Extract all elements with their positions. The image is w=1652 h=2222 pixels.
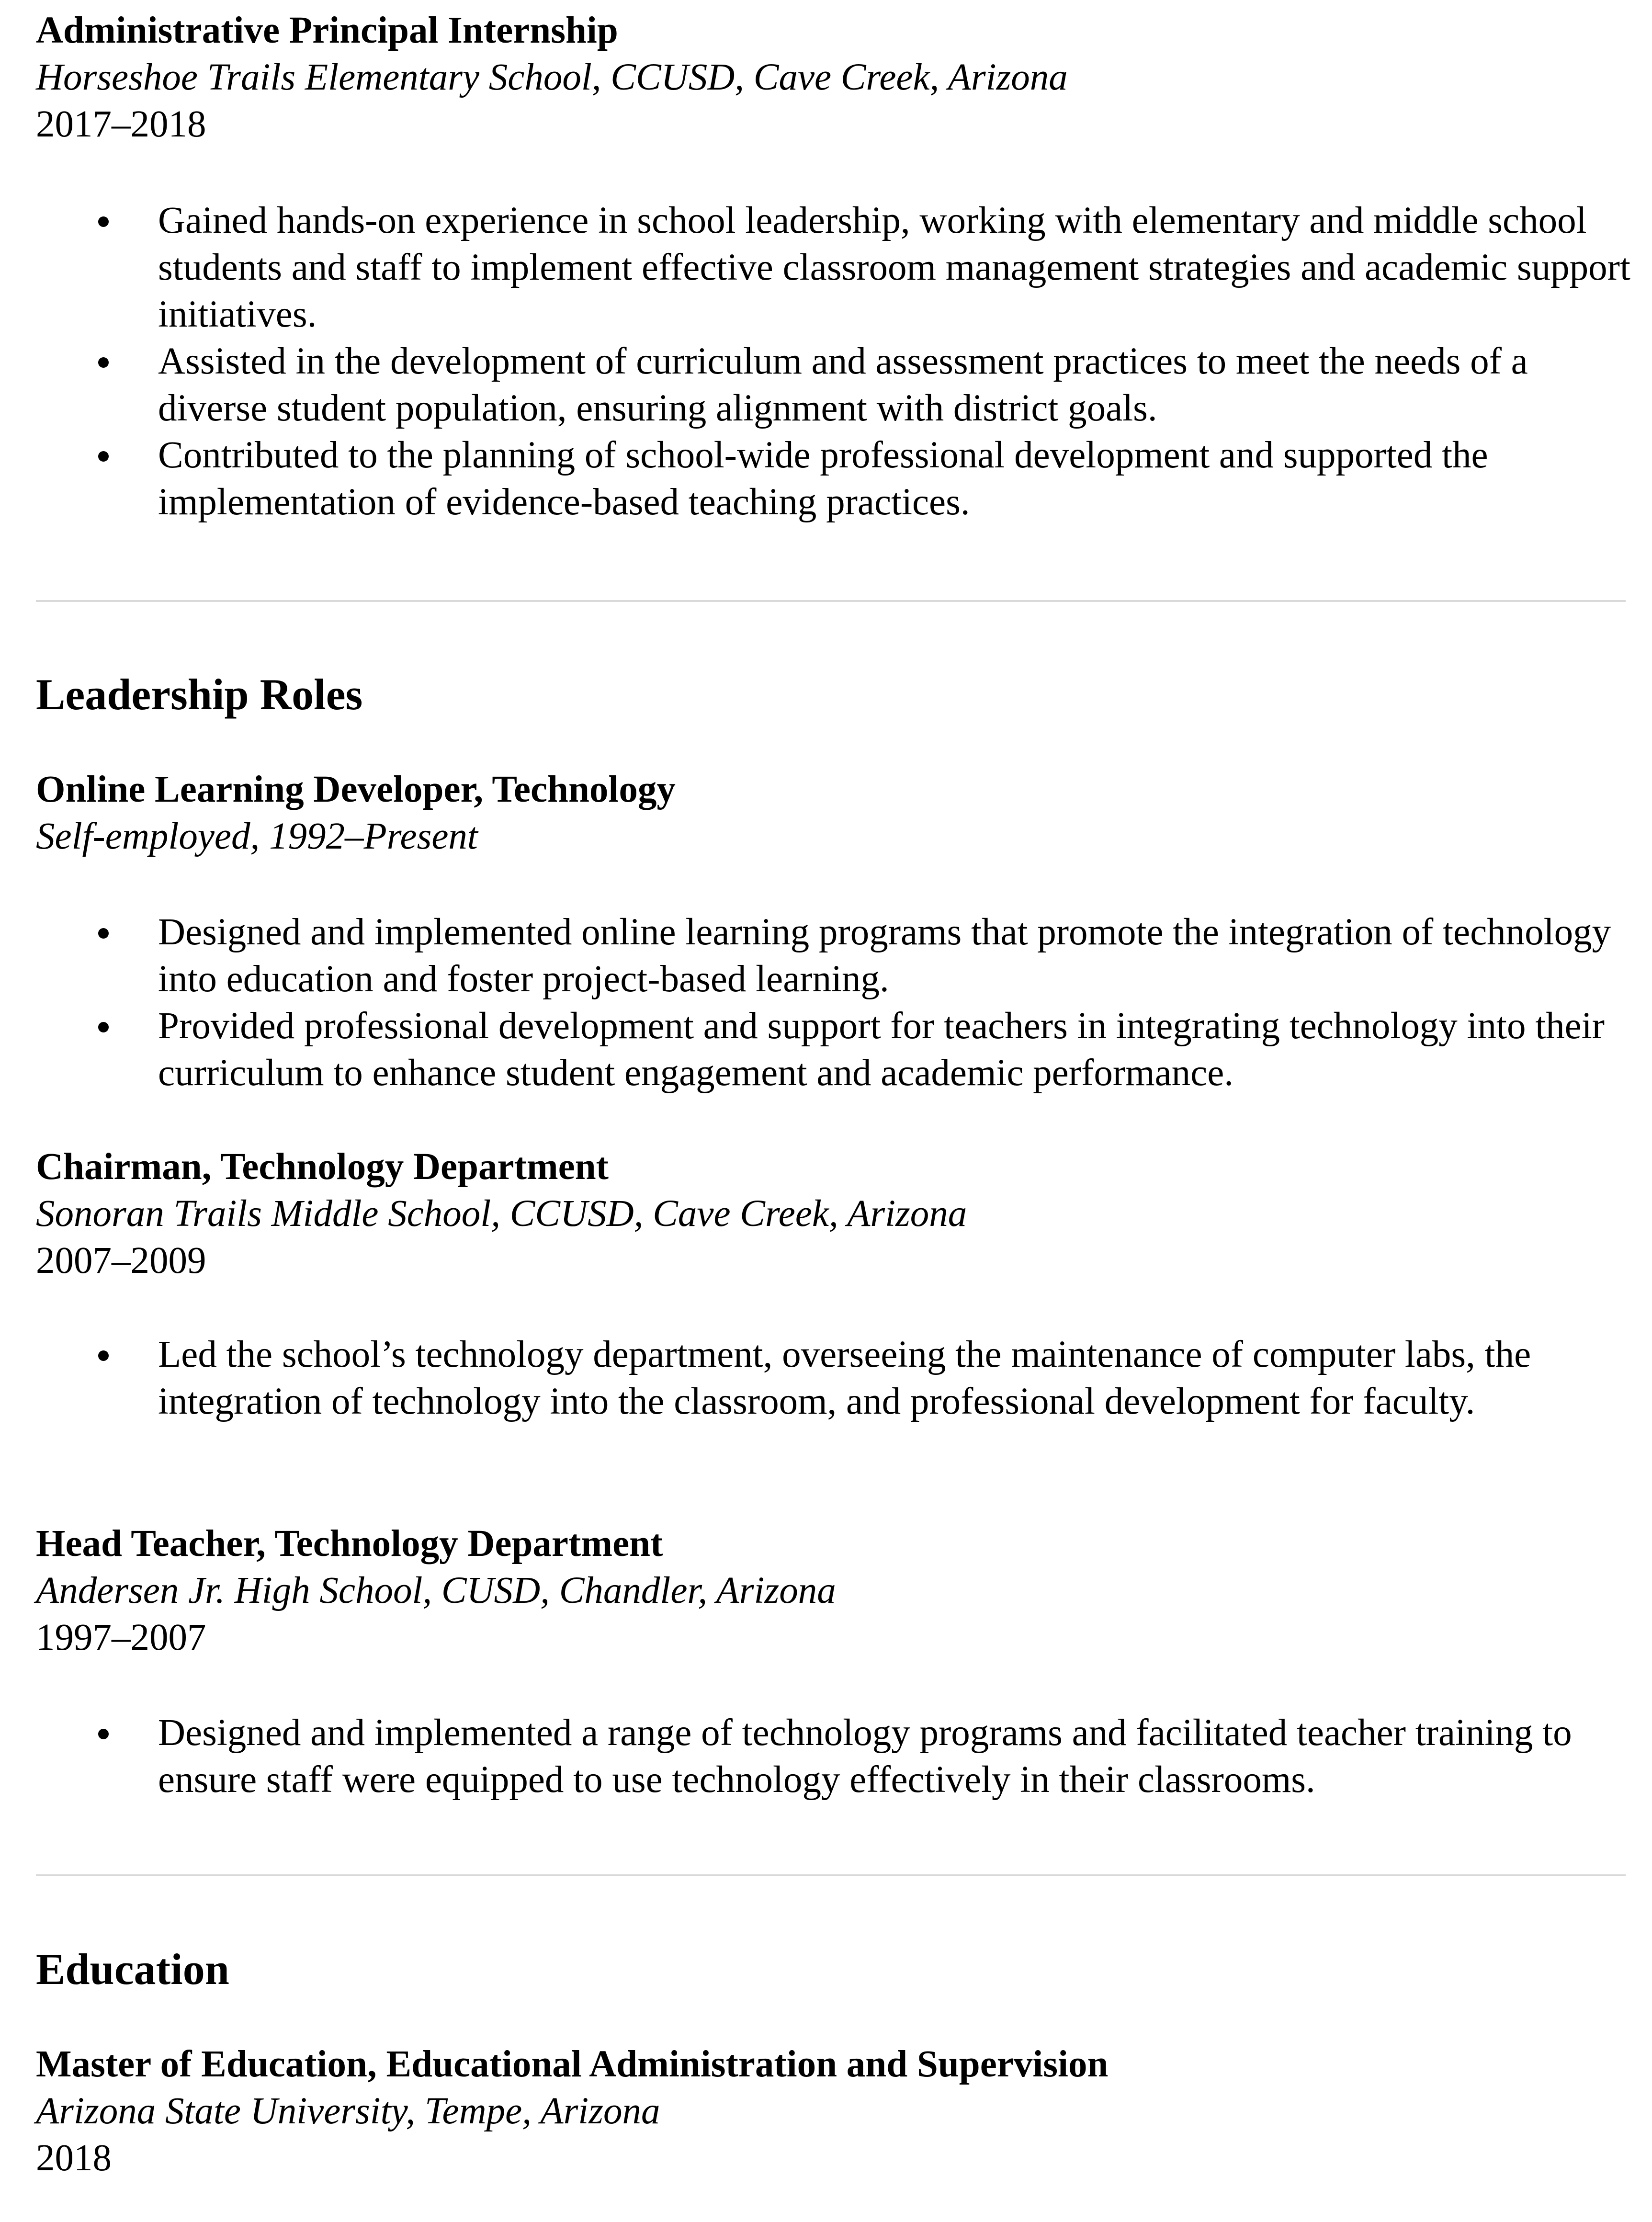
role-entry xyxy=(36,1144,967,1284)
role-org: Sonoran Trails Middle School, CCUSD, Cave Creek, Arizona xyxy=(36,1193,967,1235)
list-item xyxy=(36,909,1642,1003)
internship-entry xyxy=(36,7,1068,148)
bullet-icon xyxy=(98,1022,109,1032)
bullet-text: Led the school’s technology department, overseeing the maintenance of computer labs, the integration of technology into the classroom, and professional development for faculty. xyxy=(158,1334,1531,1422)
list-item xyxy=(36,432,1642,526)
internship-bullets xyxy=(36,197,1642,526)
education-entry xyxy=(36,2041,1108,2182)
role-entry xyxy=(36,1520,836,1661)
degree-title: Master of Education, Educational Administration and Supervision xyxy=(36,2043,1109,2085)
bullet-text: Contributed to the planning of school-wide professional development and supported the implementation of evidence-based teaching practices. xyxy=(158,434,1488,523)
section-divider xyxy=(36,1874,1626,1876)
list-item xyxy=(36,197,1642,338)
bullet-icon xyxy=(98,357,109,368)
role-org: Self-employed, 1992–Present xyxy=(36,816,478,857)
role-dates: 2007–2009 xyxy=(36,1240,206,1281)
bullet-icon xyxy=(98,928,109,939)
bullet-icon xyxy=(98,216,109,227)
bullet-text: Designed and implemented online learning programs that promote the integration of technology into education and foster project-based learning. xyxy=(158,911,1611,1000)
list-item xyxy=(36,1331,1642,1425)
bullet-text: Gained hands-on experience in school leadership, working with elementary and middle school students and staff to implement effective classroom management strategies and academic support initiatives. xyxy=(158,200,1630,335)
role-dates: 1997–2007 xyxy=(36,1617,206,1658)
role-entry xyxy=(36,766,676,860)
degree-institution: Arizona State University, Tempe, Arizona xyxy=(36,2090,660,2132)
role-bullets xyxy=(36,1331,1642,1425)
bullet-text: Provided professional development and support for teachers in integrating technology into their curriculum to enhance student engagement and academic performance. xyxy=(158,1005,1605,1094)
bullet-icon xyxy=(98,451,109,462)
role-title: Chairman, Technology Department xyxy=(36,1146,609,1188)
bullet-text: Designed and implemented a range of technology programs and facilitated teacher training to ensure staff were equipped to use technology effectively in their classrooms. xyxy=(158,1712,1572,1801)
internship-title: Administrative Principal Internship xyxy=(36,10,618,51)
section-divider xyxy=(36,600,1626,602)
role-title: Online Learning Developer, Technology xyxy=(36,769,676,810)
list-item xyxy=(36,338,1642,432)
list-item xyxy=(36,1003,1642,1097)
role-bullets xyxy=(36,1710,1642,1803)
bullet-icon xyxy=(98,1350,109,1361)
role-bullets xyxy=(36,909,1642,1097)
bullet-text: Assisted in the development of curriculum and assessment practices to meet the needs of a diverse student population, ensuring alignment with district goals. xyxy=(158,340,1528,429)
bullet-icon xyxy=(98,1729,109,1739)
role-org: Andersen Jr. High School, CUSD, Chandler, Arizona xyxy=(36,1570,836,1611)
internship-dates: 2017–2018 xyxy=(36,103,206,145)
list-item xyxy=(36,1710,1642,1803)
internship-org: Horseshoe Trails Elementary School, CCUSD, Cave Creek, Arizona xyxy=(36,57,1068,98)
education-heading: Education xyxy=(36,1945,229,1994)
leadership-heading: Leadership Roles xyxy=(36,670,363,719)
role-title: Head Teacher, Technology Department xyxy=(36,1523,663,1564)
degree-year: 2018 xyxy=(36,2137,112,2179)
